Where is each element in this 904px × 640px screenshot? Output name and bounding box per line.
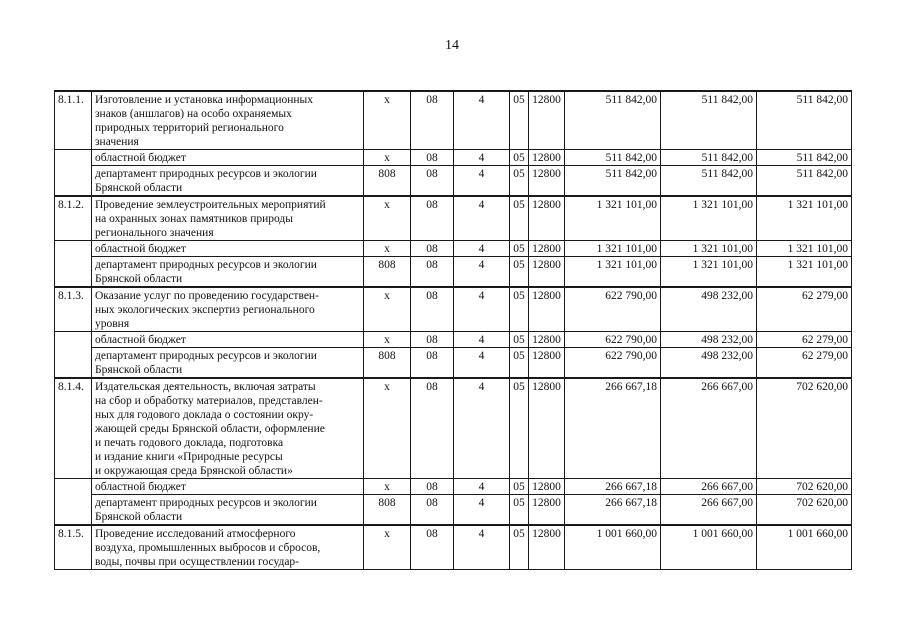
row-description: областной бюджет xyxy=(92,150,364,166)
budget-table xyxy=(54,90,852,570)
direction-code: 12800 xyxy=(529,495,565,526)
subsection-code: 4 xyxy=(454,332,510,348)
amount-year-2: 511 842,00 xyxy=(661,91,757,150)
section-code: 08 xyxy=(411,150,454,166)
section-number: 8.1.1. xyxy=(55,91,92,150)
direction-code: 12800 xyxy=(529,525,565,570)
row-label-line: Брянской области xyxy=(95,511,183,523)
row-description xyxy=(92,196,364,241)
amount-year-2: 1 321 101,00 xyxy=(661,241,757,257)
section-title-line: Оказание услуг по проведению государствен- xyxy=(95,290,319,302)
program-code: 05 xyxy=(510,241,529,257)
direction-code: 12800 xyxy=(529,241,565,257)
admin-code: 808 xyxy=(364,166,411,197)
program-code: 05 xyxy=(510,479,529,495)
subsection-code: 4 xyxy=(454,150,510,166)
section-number-empty xyxy=(55,348,92,379)
table-row xyxy=(55,257,852,288)
program-code: 05 xyxy=(510,91,529,150)
program-code: 05 xyxy=(510,257,529,288)
subsection-code: 4 xyxy=(454,479,510,495)
table-row xyxy=(55,241,852,257)
section-title-line: ных экологических экспертиз регионального xyxy=(95,304,315,316)
table-row xyxy=(55,348,852,379)
amount-year-3: 1 321 101,00 xyxy=(757,257,852,288)
row-description: областной бюджет xyxy=(92,241,364,257)
section-code: 08 xyxy=(411,378,454,479)
amount-year-2: 266 667,00 xyxy=(661,479,757,495)
row-description xyxy=(92,378,364,479)
section-code: 08 xyxy=(411,332,454,348)
subsection-code: 4 xyxy=(454,166,510,197)
amount-year-3: 1 321 101,00 xyxy=(757,196,852,241)
section-title-line: регионального значения xyxy=(95,227,214,239)
amount-year-3: 511 842,00 xyxy=(757,166,852,197)
section-number-empty xyxy=(55,332,92,348)
table-body xyxy=(55,91,852,570)
program-code: 05 xyxy=(510,525,529,570)
section-code: 08 xyxy=(411,287,454,332)
row-label-line: Брянской области xyxy=(95,364,183,376)
amount-year-1: 266 667,18 xyxy=(565,495,661,526)
program-code: 05 xyxy=(510,378,529,479)
row-description xyxy=(92,91,364,150)
row-description xyxy=(92,348,364,379)
amount-year-2: 498 232,00 xyxy=(661,287,757,332)
subsection-code: 4 xyxy=(454,348,510,379)
section-title-line: Изготовление и установка информационных xyxy=(95,94,314,106)
table-row xyxy=(55,91,852,150)
row-label-line: департамент природных ресурсов и экологии xyxy=(95,168,317,180)
amount-year-3: 1 321 101,00 xyxy=(757,241,852,257)
amount-year-1: 622 790,00 xyxy=(565,332,661,348)
subsection-code: 4 xyxy=(454,196,510,241)
admin-code: x xyxy=(364,196,411,241)
section-number: 8.1.5. xyxy=(55,525,92,570)
row-label-line: департамент природных ресурсов и экологии xyxy=(95,259,317,271)
section-title-line: уровня xyxy=(95,318,130,330)
section-title-line: на сбор и обработку материалов, представлен- xyxy=(95,395,323,407)
page-number: 14 xyxy=(445,38,459,53)
direction-code: 12800 xyxy=(529,91,565,150)
direction-code: 12800 xyxy=(529,166,565,197)
section-number-empty xyxy=(55,495,92,526)
subsection-code: 4 xyxy=(454,241,510,257)
amount-year-1: 266 667,18 xyxy=(565,378,661,479)
admin-code: x xyxy=(364,378,411,479)
amount-year-1: 1 321 101,00 xyxy=(565,196,661,241)
section-title-line: жающей среды Брянской области, оформление xyxy=(95,423,325,435)
program-code: 05 xyxy=(510,150,529,166)
section-title-line: значения xyxy=(95,136,139,148)
row-label-line: департамент природных ресурсов и экологии xyxy=(95,350,317,362)
table-row xyxy=(55,166,852,197)
row-description xyxy=(92,287,364,332)
table-row xyxy=(55,287,852,332)
subsection-code: 4 xyxy=(454,257,510,288)
row-description: областной бюджет xyxy=(92,332,364,348)
row-label-line: Брянской области xyxy=(95,182,183,194)
section-title-line: воды, почвы при осуществлении государ- xyxy=(95,556,300,568)
section-code: 08 xyxy=(411,257,454,288)
amount-year-3: 702 620,00 xyxy=(757,479,852,495)
section-title-line: воздуха, промышленных выбросов и сбросов, xyxy=(95,542,321,554)
direction-code: 12800 xyxy=(529,348,565,379)
row-description xyxy=(92,525,364,570)
section-title-line: и окружающая среда Брянской области» xyxy=(95,465,293,477)
row-description xyxy=(92,495,364,526)
section-number: 8.1.2. xyxy=(55,196,92,241)
section-title-line: Проведение исследований атмосферного xyxy=(95,528,296,540)
table-row xyxy=(55,196,852,241)
section-number-empty xyxy=(55,257,92,288)
section-number: 8.1.4. xyxy=(55,378,92,479)
row-description xyxy=(92,166,364,197)
program-code: 05 xyxy=(510,287,529,332)
row-label-line: департамент природных ресурсов и экологии xyxy=(95,497,317,509)
direction-code: 12800 xyxy=(529,196,565,241)
section-title-line: знаков (аншлагов) на особо охраняемых xyxy=(95,108,292,120)
amount-year-1: 1 321 101,00 xyxy=(565,257,661,288)
direction-code: 12800 xyxy=(529,332,565,348)
program-code: 05 xyxy=(510,166,529,197)
admin-code: 808 xyxy=(364,348,411,379)
amount-year-2: 511 842,00 xyxy=(661,166,757,197)
amount-year-3: 1 001 660,00 xyxy=(757,525,852,570)
section-title-line: Издательская деятельность, включая затраты xyxy=(95,381,316,393)
amount-year-1: 1 001 660,00 xyxy=(565,525,661,570)
admin-code: 808 xyxy=(364,257,411,288)
table-row xyxy=(55,332,852,348)
program-code: 05 xyxy=(510,196,529,241)
amount-year-1: 1 321 101,00 xyxy=(565,241,661,257)
amount-year-2: 498 232,00 xyxy=(661,348,757,379)
table-row xyxy=(55,479,852,495)
amount-year-2: 1 321 101,00 xyxy=(661,257,757,288)
section-number: 8.1.3. xyxy=(55,287,92,332)
admin-code: 808 xyxy=(364,495,411,526)
amount-year-1: 511 842,00 xyxy=(565,150,661,166)
section-number-empty xyxy=(55,166,92,197)
amount-year-2: 1 321 101,00 xyxy=(661,196,757,241)
amount-year-2: 266 667,00 xyxy=(661,495,757,526)
admin-code: x xyxy=(364,479,411,495)
admin-code: x xyxy=(364,91,411,150)
subsection-code: 4 xyxy=(454,495,510,526)
row-description: областной бюджет xyxy=(92,479,364,495)
section-code: 08 xyxy=(411,196,454,241)
section-code: 08 xyxy=(411,479,454,495)
row-label-line: Брянской области xyxy=(95,273,183,285)
amount-year-1: 511 842,00 xyxy=(565,166,661,197)
amount-year-2: 511 842,00 xyxy=(661,150,757,166)
section-code: 08 xyxy=(411,166,454,197)
section-code: 08 xyxy=(411,525,454,570)
subsection-code: 4 xyxy=(454,287,510,332)
program-code: 05 xyxy=(510,332,529,348)
amount-year-1: 511 842,00 xyxy=(565,91,661,150)
amount-year-3: 62 279,00 xyxy=(757,348,852,379)
program-code: 05 xyxy=(510,495,529,526)
direction-code: 12800 xyxy=(529,257,565,288)
subsection-code: 4 xyxy=(454,525,510,570)
direction-code: 12800 xyxy=(529,479,565,495)
section-title-line: на охранных зонах памятников природы xyxy=(95,213,293,225)
program-code: 05 xyxy=(510,348,529,379)
admin-code: x xyxy=(364,241,411,257)
amount-year-3: 62 279,00 xyxy=(757,332,852,348)
section-code: 08 xyxy=(411,348,454,379)
table-row xyxy=(55,525,852,570)
section-title-line: Проведение землеустроительных мероприятий xyxy=(95,199,326,211)
table-row xyxy=(55,378,852,479)
section-code: 08 xyxy=(411,495,454,526)
section-title-line: и издание книги «Природные ресурсы xyxy=(95,451,283,463)
amount-year-1: 266 667,18 xyxy=(565,479,661,495)
direction-code: 12800 xyxy=(529,287,565,332)
amount-year-1: 622 790,00 xyxy=(565,348,661,379)
admin-code: x xyxy=(364,150,411,166)
amount-year-3: 511 842,00 xyxy=(757,150,852,166)
amount-year-1: 622 790,00 xyxy=(565,287,661,332)
subsection-code: 4 xyxy=(454,378,510,479)
table-row xyxy=(55,495,852,526)
section-code: 08 xyxy=(411,91,454,150)
section-number-empty xyxy=(55,479,92,495)
admin-code: x xyxy=(364,525,411,570)
section-title-line: природных территорий регионального xyxy=(95,122,284,134)
amount-year-2: 266 667,00 xyxy=(661,378,757,479)
row-description xyxy=(92,257,364,288)
section-number-empty xyxy=(55,150,92,166)
section-title-line: ных для годового доклада о состоянии окру- xyxy=(95,409,314,421)
admin-code: x xyxy=(364,332,411,348)
table-row xyxy=(55,150,852,166)
amount-year-3: 62 279,00 xyxy=(757,287,852,332)
section-number-empty xyxy=(55,241,92,257)
direction-code: 12800 xyxy=(529,150,565,166)
section-title-line: и печать годового доклада, подготовка xyxy=(95,437,284,449)
section-code: 08 xyxy=(411,241,454,257)
admin-code: x xyxy=(364,287,411,332)
amount-year-3: 511 842,00 xyxy=(757,91,852,150)
direction-code: 12800 xyxy=(529,378,565,479)
amount-year-3: 702 620,00 xyxy=(757,495,852,526)
amount-year-3: 702 620,00 xyxy=(757,378,852,479)
amount-year-2: 1 001 660,00 xyxy=(661,525,757,570)
amount-year-2: 498 232,00 xyxy=(661,332,757,348)
subsection-code: 4 xyxy=(454,91,510,150)
